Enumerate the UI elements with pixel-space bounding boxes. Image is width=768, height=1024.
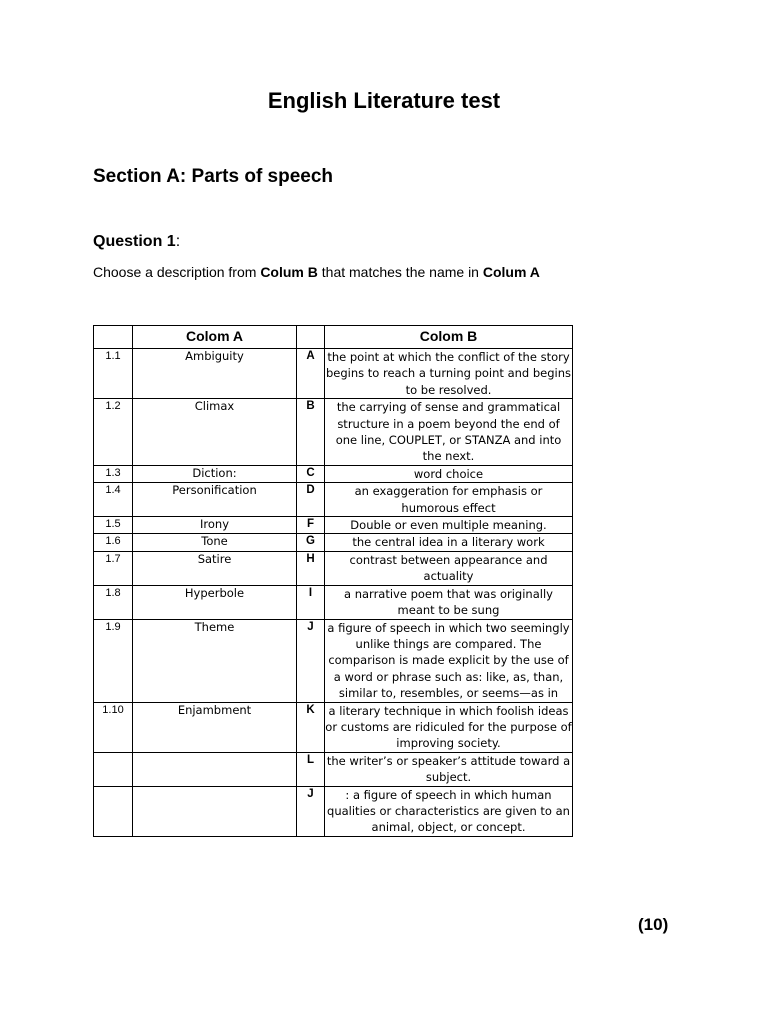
table-row: [94, 752, 573, 786]
row-number: 1.2: [94, 399, 133, 466]
term-name: Diction:: [133, 465, 297, 482]
term-name: Satire: [133, 551, 297, 585]
table-row: [94, 786, 573, 836]
option-letter: G: [297, 534, 325, 551]
table-row: [94, 465, 573, 482]
page-title: English Literature test: [267, 88, 501, 113]
term-name: Climax: [133, 399, 297, 466]
option-letter: B: [297, 399, 325, 466]
option-letter: H: [297, 551, 325, 585]
instruction-colum-b: Colum B: [260, 264, 318, 280]
description: the point at which the conflict of the story begins to reach a turning point and begins to be resolved.: [325, 350, 572, 397]
option-letter: D: [297, 483, 325, 517]
row-number: 1.1: [94, 349, 133, 399]
score-total: (10): [638, 915, 669, 934]
header-letter: [297, 326, 325, 349]
table-row: [94, 349, 573, 399]
matching-table: [93, 325, 573, 837]
description: a figure of speech in which two seemingly unlike things are compared. The comparison is made explicit by the use of a word or phrase such as: like, as, than, similar to, resembles, or seems—as in: [325, 619, 573, 702]
row-number: 1.6: [94, 534, 133, 551]
row-number: [94, 786, 133, 836]
term-name: [133, 752, 297, 786]
table-header-row: [94, 326, 573, 349]
description: a narrative poem that was originally meant to be sung: [325, 585, 573, 619]
term-name: Tone: [133, 534, 297, 551]
row-number: [94, 752, 133, 786]
header-colom-b: Colom B: [325, 326, 573, 349]
description: : a figure of speech in which human qualities or characteristics are given to an animal, object, or concept.: [325, 786, 573, 836]
row-number: 1.7: [94, 551, 133, 585]
description: Double or even multiple meaning.: [325, 517, 573, 534]
option-letter: K: [297, 702, 325, 752]
table-row: [94, 619, 573, 702]
table-row: [94, 551, 573, 585]
row-number: 1.4: [94, 483, 133, 517]
description: the writer’s or speaker’s attitude toward a subject.: [325, 752, 573, 786]
term-name: Hyperbole: [133, 585, 297, 619]
question-label: [93, 233, 180, 251]
description: the central idea in a literary work: [325, 534, 573, 551]
option-letter: J: [297, 786, 325, 836]
option-letter: C: [297, 465, 325, 482]
question-number: Question 1: [93, 233, 176, 250]
instruction-text: [93, 264, 540, 280]
term-name: [133, 786, 297, 836]
table-row: [94, 399, 573, 466]
header-colom-a: Colom A: [133, 326, 297, 349]
option-letter: L: [297, 752, 325, 786]
term-name: Theme: [133, 619, 297, 702]
table-row: [94, 585, 573, 619]
term-name: Personification: [133, 483, 297, 517]
description: the carrying of sense and grammatical structure in a poem beyond the end of one line, COUPLET, or STANZA and into the next.: [325, 399, 573, 466]
row-number: 1.9: [94, 619, 133, 702]
section-heading: Section A: Parts of speech: [93, 166, 334, 187]
option-letter: I: [297, 585, 325, 619]
description: an exaggeration for emphasis or humorous effect: [325, 483, 573, 517]
option-letter: J: [297, 619, 325, 702]
row-number: 1.3: [94, 465, 133, 482]
instruction-colum-a: Colum A: [482, 264, 540, 280]
table-row: [94, 517, 573, 534]
description: a literary technique in which foolish ideas or customs are ridiculed for the purpose of improving society.: [325, 703, 572, 751]
row-number: 1.5: [94, 517, 133, 534]
header-number: [94, 326, 133, 349]
row-number: 1.8: [94, 585, 133, 619]
table-body: [94, 349, 573, 837]
table-row: [94, 702, 573, 752]
table-row: [94, 483, 573, 517]
instruction-part-2: that matches the name in: [317, 264, 483, 280]
term-name: Irony: [133, 517, 297, 534]
term-name: Ambiguity: [133, 349, 297, 399]
description: contrast between appearance and actuality: [325, 551, 573, 585]
option-letter: F: [297, 517, 325, 534]
table-row: [94, 534, 573, 551]
term-name: Enjambment: [133, 702, 297, 752]
option-letter: A: [297, 349, 325, 399]
instruction-part-1: Choose a description from: [93, 264, 261, 280]
question-suffix: :: [175, 233, 181, 250]
description: word choice: [325, 465, 573, 482]
row-number: 1.10: [94, 702, 133, 752]
